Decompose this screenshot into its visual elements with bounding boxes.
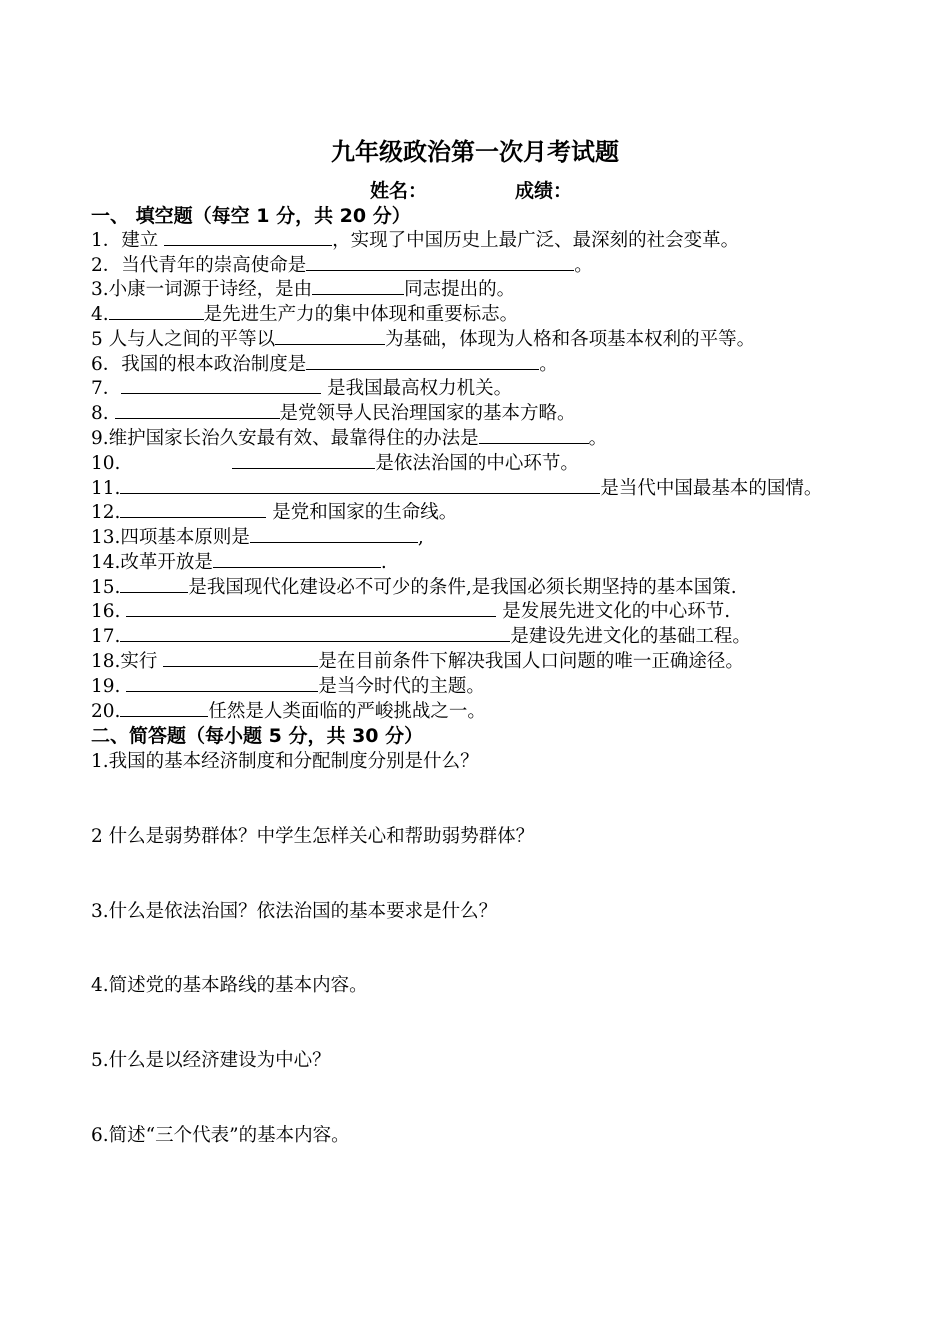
answer-blank[interactable] xyxy=(213,548,381,568)
answer-blank[interactable] xyxy=(479,424,589,444)
answer-blank[interactable] xyxy=(250,523,418,543)
short-answer-question: 1.我国的基本经济制度和分配制度分别是什么？ xyxy=(91,751,479,772)
fill-item: 11. 是当代中国最基本的国情。 xyxy=(91,474,822,498)
answer-blank[interactable] xyxy=(306,251,574,271)
answer-blank[interactable] xyxy=(275,325,385,345)
answer-blank[interactable] xyxy=(164,226,332,246)
fill-item: 1．建立 ，实现了中国历史上最广泛、最深刻的社会变革。 xyxy=(91,226,739,250)
short-answer-question: 3.什么是依法治国？依法治国的基本要求是什么？ xyxy=(91,901,498,922)
short-answer-question: 4.简述党的基本路线的基本内容。 xyxy=(91,975,368,996)
answer-blank[interactable] xyxy=(120,474,600,494)
fill-item: 14.改革开放是 . xyxy=(91,548,387,572)
fill-item: 5 人与人之间的平等以 为基础，体现为人格和各项基本权利的平等。 xyxy=(91,325,755,349)
answer-blank[interactable] xyxy=(120,697,208,717)
answer-blank[interactable] xyxy=(120,622,510,642)
section1-heading: 一、 填空题（每空 1 分，共 20 分） xyxy=(91,205,411,227)
fill-item: 7． 是我国最高权力机关。 xyxy=(91,374,512,398)
fill-item: 18.实行 是在目前条件下解决我国人口问题的唯一正确途径。 xyxy=(91,647,744,671)
answer-blank[interactable] xyxy=(163,647,318,667)
fill-item: 10. 是依法治国的中心环节。 xyxy=(91,449,579,473)
answer-blank[interactable] xyxy=(126,597,496,617)
answer-blank[interactable] xyxy=(121,374,321,394)
fill-item: 3.小康一词源于诗经，是由 同志提出的。 xyxy=(91,275,515,299)
fill-item: 12. 是党和国家的生命线。 xyxy=(91,498,457,522)
answer-blank[interactable] xyxy=(120,498,266,518)
section2-heading: 二、简答题（每小题 5 分，共 30 分） xyxy=(91,725,424,747)
fill-item: 15. 是我国现代化建设必不可少的条件,是我国必须长期坚持的基本国策. xyxy=(91,573,737,597)
answer-blank[interactable] xyxy=(312,275,404,295)
answer-blank[interactable] xyxy=(232,449,375,469)
fill-item: 8. 是党领导人民治理国家的基本方略。 xyxy=(91,399,576,423)
answer-blank[interactable] xyxy=(126,672,318,692)
short-answer-question: 5.什么是以经济建设为中心？ xyxy=(91,1050,331,1071)
fill-item: 19. 是当今时代的主题。 xyxy=(91,672,485,696)
fill-item: 6．我国的根本政治制度是 。 xyxy=(91,350,558,374)
fill-item: 4. 是先进生产力的集中体现和重要标志。 xyxy=(91,300,518,324)
score-label: 成绩： xyxy=(515,180,573,202)
short-answer-question: 2 什么是弱势群体？中学生怎样关心和帮助弱势群体？ xyxy=(91,826,535,847)
fill-item: 16. 是发展先进文化的中心环节. xyxy=(91,597,730,621)
answer-blank[interactable] xyxy=(306,350,539,370)
fill-item: 17. 是建设先进文化的基础工程。 xyxy=(91,622,751,646)
short-answer-question: 6.简述“三个代表”的基本内容。 xyxy=(91,1125,350,1146)
fill-item: 20. 任然是人类面临的严峻挑战之一。 xyxy=(91,697,486,721)
answer-blank[interactable] xyxy=(109,300,204,320)
fill-item: 2．当代青年的崇高使命是 。 xyxy=(91,251,593,275)
answer-blank[interactable] xyxy=(115,399,280,419)
fill-item: 9.维护国家长治久安最有效、最靠得住的办法是 。 xyxy=(91,424,607,448)
page-title: 九年级政治第一次月考试题 xyxy=(331,138,619,166)
fill-item: 13.四项基本原则是 , xyxy=(91,523,424,547)
answer-blank[interactable] xyxy=(120,573,188,593)
name-label: 姓名： xyxy=(370,180,428,202)
